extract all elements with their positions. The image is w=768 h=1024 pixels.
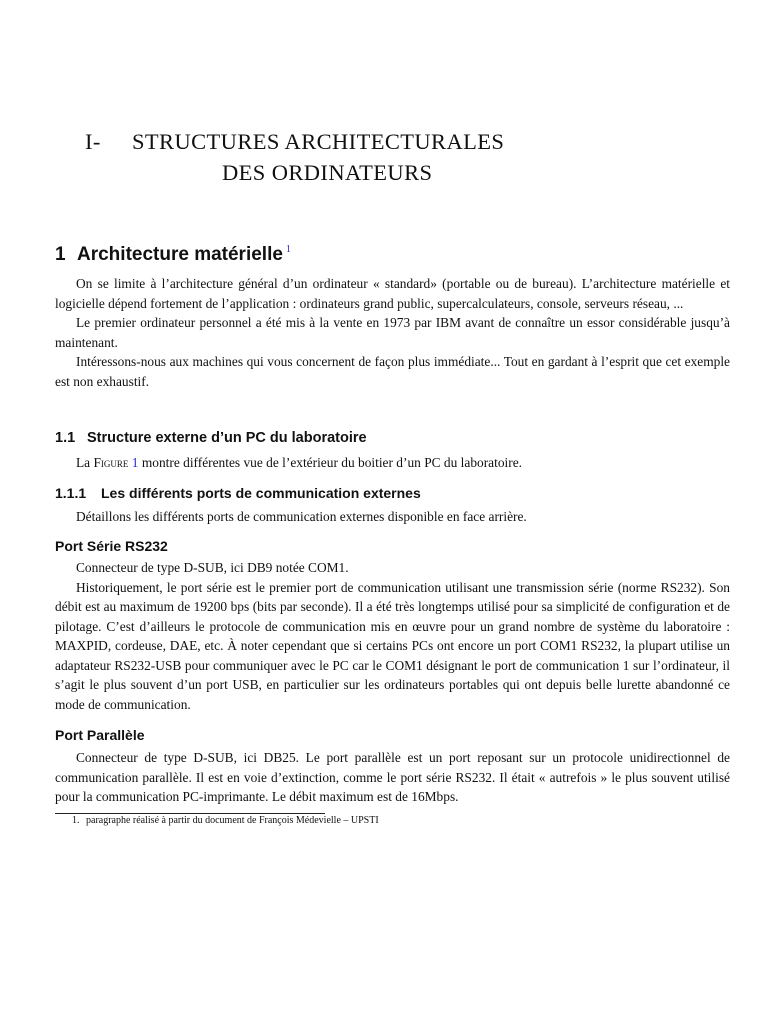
port-serie-heading: Port Série RS232 <box>55 538 168 554</box>
section-1-1-title: Structure externe d’un PC du laboratoire <box>87 430 367 446</box>
chapter-number: I- <box>85 129 101 154</box>
paragraph: Historiquement, le port série est le premier port de communication utilisant une transmission série (norme RS232). Son débit est au maximum de 19200 bps (bits par seconde). Il a été très longtemps utilisé pour sa simplicité de configuration et de pilotage. C’est d’ailleurs le protocole de communication mis en œuvre pour un grand nombre de système du laboratoire : MAXPID, cordeuse, DAE, etc. À noter cependant que si certains PCs ont encore un port COM1 RS232, la plupart utilise un adaptateur RS232-USB pour communiquer avec le PC car le COM1 désignant le port de communication 1 sur l’ordinateur, il s’agit le plus souvent d’un port USB, en particulier sur les ordinateurs portables qui ont depuis belle lurette abandonné ce mode de communication. <box>55 579 730 712</box>
section-1-1-1-heading <box>55 485 421 501</box>
paragraph: Connecteur de type D-SUB, ici DB25. Le port parallèle est un port reposant sur un protocole unidirectionnel de communication parallèle. Il est en voie d’extinction, comme le port série RS232. Il était « autrefois » le plus souvent utilisé pour la communication PC-imprimante. Le débit maximum est de 16Mbps. <box>55 750 730 804</box>
section-1-1-number: 1.1 <box>55 430 76 446</box>
paragraph: Intéressons-nous aux machines qui vous concernent de façon plus immédiate... Tout en gardant à l’esprit que cet exemple est non exhaustif. <box>55 354 730 389</box>
port-parallele-heading: Port Parallèle <box>55 727 145 743</box>
figure-ref-link[interactable]: 1 <box>131 455 139 470</box>
section-1-heading <box>55 244 291 266</box>
footnote <box>72 814 379 827</box>
footnote-number: 1. <box>72 815 80 826</box>
chapter-title-line2: DES ORDINATEURS <box>222 160 433 185</box>
section-1-1-body <box>55 453 730 473</box>
paragraph: Connecteur de type D-SUB, ici DB9 notée COM1. <box>76 560 349 575</box>
chapter-title-text-1: STRUCTURES ARCHITECTURALES <box>132 129 505 154</box>
footnote-text: paragraphe réalisé à partir du document de François Médevielle – UPSTI <box>86 815 379 826</box>
paragraph <box>55 453 730 473</box>
paragraph: Détaillons les différents ports de communication externes disponible en face arrière. <box>76 509 527 524</box>
chapter-title-line1 <box>85 126 504 158</box>
text-fragment: La <box>76 455 94 470</box>
section-1-number: 1 <box>55 244 66 265</box>
paragraph: Le premier ordinateur personnel a été mis à la vente en 1973 par IBM avant de connaître un essor considérable jusqu’à maintenant. <box>55 315 730 350</box>
port-parallele-body <box>55 748 730 807</box>
port-serie-body <box>55 558 730 714</box>
section-1-1-heading <box>55 430 367 446</box>
section-1-1-1-number: 1.1.1 <box>55 485 87 501</box>
section-1-body <box>55 274 730 391</box>
paragraph: On se limite à l’architecture général d’un ordinateur « standard» (portable ou de bureau). L’architecture matérielle et logicielle dépend fortement de l’application : ordinateurs grand public, supercalculateurs, console, serveurs réseau, ... <box>55 276 730 311</box>
footnote-ref-link[interactable]: 1 <box>285 244 291 255</box>
text-fragment: montre différentes vue de l’extérieur du boitier d’un PC du laboratoire. <box>138 455 522 470</box>
section-1-title: Architecture matérielle <box>77 244 283 265</box>
section-1-1-1-body <box>55 507 730 527</box>
section-1-1-1-title: Les différents ports de communication externes <box>101 485 421 501</box>
figure-label: Figure <box>93 455 129 470</box>
